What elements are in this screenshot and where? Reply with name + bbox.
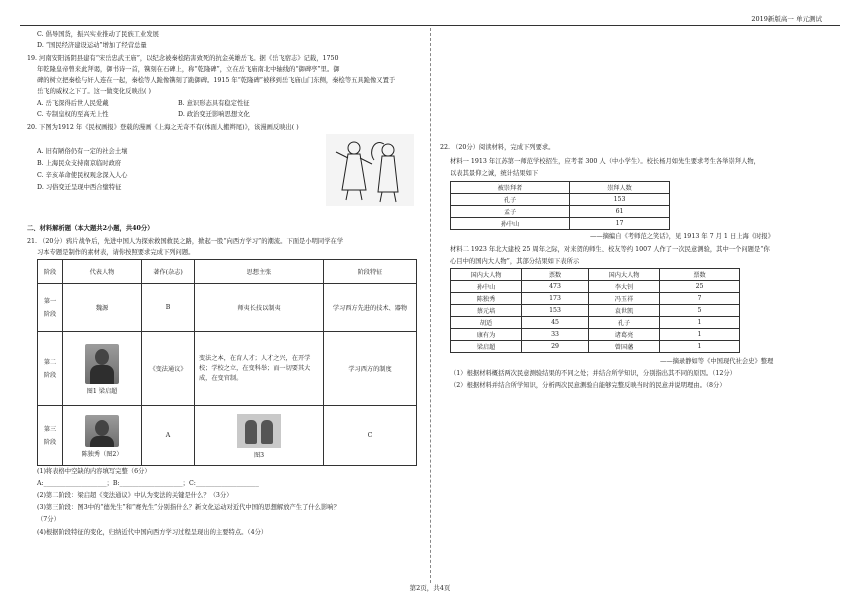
cell: 孔子: [451, 194, 570, 206]
col-votes-b: 票数: [660, 269, 740, 281]
table-row: [451, 317, 740, 329]
col-person: 代表人物: [63, 260, 142, 284]
q21-sub4: (4)根据阶段特征的变化，归纳近代中国向西方学习过程呈现出的主要特点。（4分）: [37, 529, 268, 536]
q19-line3: 碑的树立把秦桧与奸人连在一起，秦桧等人跪像镌刻了跪御碑。1915 年“乾隆碑”被移到岳飞庙山门东侧，秦桧等五具跪像又置于: [37, 77, 396, 84]
material1-source: ——摘编自《考师范之笑话》，见 1913 年 7 月 1 日上海《时报》: [590, 233, 775, 240]
col-votes-a: 票数: [522, 269, 589, 281]
cell: 17: [570, 218, 670, 230]
chen-duxiu-photo: [85, 415, 119, 447]
idea-cell: 变法之本，在育人才；人才之兴，在开学校；学校之立，在变科举；而一切要其大成，在变官制。: [195, 332, 324, 406]
col-worshipped: 被崇拜者: [451, 182, 570, 194]
cell: 153: [570, 194, 670, 206]
table-row: [451, 341, 740, 353]
q21-table: [37, 259, 417, 466]
table-row: [451, 269, 740, 281]
cell: 29: [522, 341, 589, 353]
idea-cell: 师夷长技以制夷: [195, 284, 324, 332]
cell: 45: [522, 317, 589, 329]
q22-sub2: （2）根据材料并结合所学知识，分析两次民意测验自能够完整反映当时的民意并说明理由。（8分）: [450, 382, 726, 389]
q21-stem-2: 习本专题是制作的素材表，请你按照要求完成下列问题。: [37, 249, 195, 256]
table-row: [451, 329, 740, 341]
q21-sub3-points: （7分）: [37, 516, 60, 523]
q21-sub2: (2)第二阶段：梁启超《变法通议》中认为变法的关键是什么？（3分）: [37, 492, 233, 499]
material1-table: [450, 181, 670, 230]
material2-source: ——摘录静如等《中国现代社会史》整理: [660, 358, 774, 365]
q20-option-b: B. 上海民众支持南京临时政府: [37, 160, 122, 167]
option-c-18: C. 倡导国货，振兴实业推动了民族工业发展: [37, 31, 159, 38]
q21-table-header: [38, 260, 417, 284]
table-row: [38, 406, 417, 466]
work-cell: 《变法通议》: [142, 332, 195, 406]
col-stage: 阶段: [38, 260, 63, 284]
table-row: [451, 218, 670, 230]
table-row: [451, 206, 670, 218]
material1-line1: 材料一 1913 年江苏第一师范学校招生，应考者 300 人（中小学生）。校长杨月如先生要求考生各举崇拜人物，: [450, 158, 760, 165]
cell: 孟子: [451, 206, 570, 218]
cell: 胡适: [451, 317, 522, 329]
cell: 陈独秀: [451, 293, 522, 305]
table-row: [451, 293, 740, 305]
q19-option-a: A. 岳飞深得后世人民爱戴: [37, 100, 109, 107]
table-row: [451, 305, 740, 317]
cell: 173: [522, 293, 589, 305]
q22-stem: 22. （20分）阅读材料，完成下列要求。: [440, 144, 555, 151]
person-cell: [63, 332, 142, 406]
feature-cell: 学习西方先进的技术、器物: [324, 284, 417, 332]
q22-sub1: （1）根据材料概括两次民意测验结果的不同之处；并结合所学知识，分别指出其不同的原因。（12分）: [450, 370, 736, 377]
stage-cell: 第三阶段: [38, 406, 63, 466]
cell: 曾国藩: [589, 341, 660, 353]
q19-option-d: D. 政治变迁影响思想文化: [178, 111, 250, 118]
cell: 诸葛亮: [589, 329, 660, 341]
q19-option-c: C. 专制皇权的至高无上性: [37, 111, 109, 118]
cell: 孔子: [589, 317, 660, 329]
table-row: [451, 281, 740, 293]
col-idea: 思想主张: [195, 260, 324, 284]
photo-caption: 图1 梁启超: [86, 388, 118, 395]
page-header: 2019新版高一 单元测试: [751, 15, 822, 23]
q21-sub1: (1)将表格中空缺的内容填写完整（6分）: [37, 468, 151, 475]
table-row: [38, 284, 417, 332]
q20-option-d: D. 习俗变迁呈现中西合璧特征: [37, 184, 122, 191]
cell: 1: [660, 329, 740, 341]
q20-option-a: A. 旧有陋俗仍有一定的社会土壤: [37, 148, 128, 155]
photo-caption: 陈独秀（图2）: [81, 451, 123, 458]
col-count: 崇拜人数: [570, 182, 670, 194]
stage-cell: 第一阶段: [38, 284, 63, 332]
liang-qichao-photo: [85, 344, 119, 384]
cell: 61: [570, 206, 670, 218]
column-divider: [430, 28, 431, 583]
material1-line2: 以表其景仰之诚，统计结果如下: [450, 170, 539, 177]
cell: 梁启超: [451, 341, 522, 353]
q19-line2: 年乾隆皇帝曾来此拜谒，御书诗一首，镌刻在石碑上，称“乾隆碑”，立在岳飞庙南北中轴线的“御碑亭”里。御: [37, 66, 340, 73]
q19-line1: 19. 河南安阳汤阴县建有“宋岳忠武王庙”，以纪念被秦桧陷害致死的抗金英雄岳飞。据《岳飞宿志》记载，1750: [27, 55, 339, 62]
cell: 蔡元培: [451, 305, 522, 317]
material2-table: [450, 268, 740, 353]
q20-option-c: C. 辛亥革命使民权观念深入人心: [37, 172, 128, 179]
q20-stem: 20. 下图为1912 年《民权画报》登载的漫画《上海之无奇不有(体面人搬辫尾)》，该漫画反映出( ): [27, 124, 299, 131]
cell: 袁世凯: [589, 305, 660, 317]
cell: 康有为: [451, 329, 522, 341]
cell: 5: [660, 305, 740, 317]
person-cell: 魏源: [63, 284, 142, 332]
figure-3-caption: 图3: [253, 452, 265, 459]
table-row: [38, 332, 417, 406]
cell: 7: [660, 293, 740, 305]
q19-line4: 岳飞的威权之下了。这一做变化反映出( ): [37, 88, 151, 95]
cell: 孙中山: [451, 281, 522, 293]
material2-line1: 材料二 1923 年北大建校 25 周年之际，对来贺的师生、校友等约 1007 人作了一次民意测验，其中一个问题是“你: [450, 246, 770, 253]
page-footer: 第2页，共4页: [409, 584, 451, 592]
cell: 33: [522, 329, 589, 341]
q21-blanks: A:____________________；B:____________________；C:____________________: [37, 480, 259, 487]
col-feature: 阶段特征: [324, 260, 417, 284]
material2-line2: 心目中的国内大人物”，其部分结果如下表所示: [450, 258, 580, 265]
feature-cell: 学习西方的制度: [324, 332, 417, 406]
cell: 153: [522, 305, 589, 317]
work-cell: A: [142, 406, 195, 466]
col-person-a: 国内大人物: [451, 269, 522, 281]
cell: 473: [522, 281, 589, 293]
cartoon-image: [326, 134, 414, 206]
q21-stem-1: 21. （20分）鸦片战争后，先进中国人为探索救国救民之路，掀起一股“向西方学习”的潮流。下面是小明同学在学: [27, 238, 344, 245]
table-row: [451, 182, 670, 194]
section-2-title: 二、材料解析题（本大题共2小题，共40分）: [27, 225, 154, 232]
feature-cell: C: [324, 406, 417, 466]
cell: 1: [660, 341, 740, 353]
header-rule: [20, 25, 840, 26]
cell: 1: [660, 317, 740, 329]
cell: 孙中山: [451, 218, 570, 230]
q19-option-b: B. 意识形态具有稳定性征: [178, 100, 250, 107]
q21-sub3: (3)第三阶段：图3中的“德先生”和“赛先生”分别指什么？新文化运动对近代中国的思想解放产生了什么影响？: [37, 504, 340, 511]
option-d-18: D. “国民经济建设运动”增加了经营总量: [37, 42, 147, 49]
idea-cell: [195, 406, 324, 466]
col-person-b: 国内大人物: [589, 269, 660, 281]
col-work: 著作(杂志): [142, 260, 195, 284]
work-cell: B: [142, 284, 195, 332]
table-row: [451, 194, 670, 206]
cell: 25: [660, 281, 740, 293]
person-cell: [63, 406, 142, 466]
stage-cell: 第二阶段: [38, 332, 63, 406]
cell: 冯玉祥: [589, 293, 660, 305]
figure-3-image: [237, 414, 281, 448]
cell: 李大钊: [589, 281, 660, 293]
